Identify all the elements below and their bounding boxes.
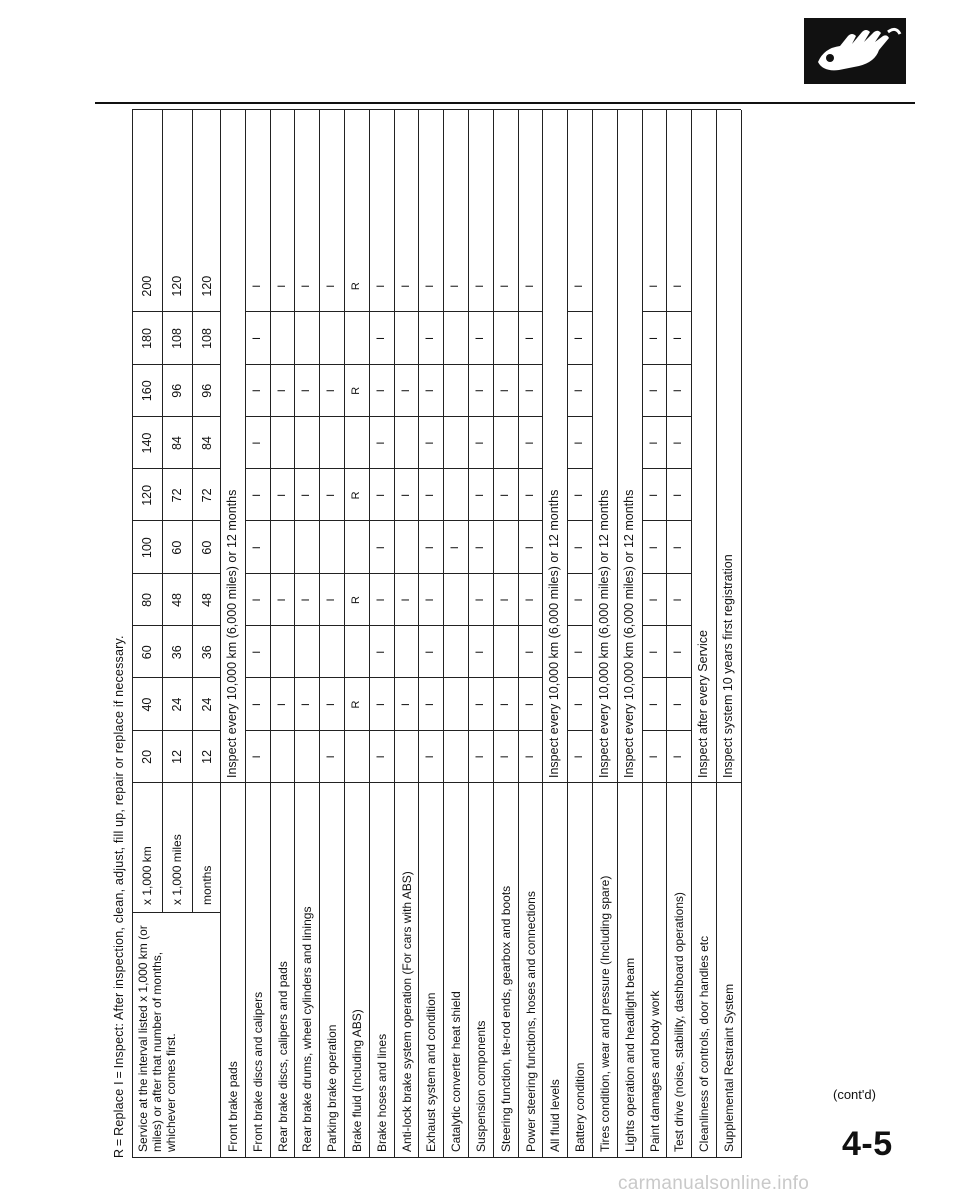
schedule-mark: I [424,598,437,602]
interval-miles-cell: 120 [170,275,184,297]
column-divider [132,677,220,678]
row-divider [443,110,444,1158]
interval-km-cell: 180 [140,328,154,349]
row-divider [493,110,494,1158]
header-rule [162,110,163,913]
schedule-mark: I [374,336,387,340]
interval-span-note: Inspect every 10,000 km (6,000 miles) or 12 months [225,489,239,778]
schedule-mark: I [573,546,586,550]
schedule-mark: I [498,284,511,288]
schedule-mark: I [399,598,412,602]
row-label: Parking brake operation [325,1024,340,1152]
interval-km-cell: 20 [140,749,154,764]
interval-km-cell: 60 [140,645,154,660]
schedule-mark: I [647,284,660,288]
schedule-mark: I [647,703,660,707]
schedule-mark: I [474,546,486,550]
schedule-mark: I [523,598,536,602]
interval-months-cell: 84 [200,436,214,451]
schedule-mark: I [474,441,486,445]
schedule-mark: I [300,493,313,497]
schedule-mark: I [498,493,511,497]
column-divider [443,416,468,417]
interval-miles-cell: 84 [170,436,184,451]
interval-months-cell: 96 [200,383,214,398]
schedule-mark: I [573,703,586,707]
schedule-mark: I [474,755,486,759]
row-label: All fluid levels [548,1079,563,1152]
schedule-mark: I [424,755,437,759]
interval-miles-cell: 60 [170,540,184,555]
interval-span-note: Inspect after every Service [696,630,711,778]
interval-km-cell: 140 [140,432,154,454]
legend-text: R = Replace I = Inspect: After inspection, clean, adjust, fill up, repair or replace if necessary. [112,635,126,1158]
schedule-mark: R [350,491,362,500]
schedule-mark: I [647,546,660,550]
schedule-mark: I [672,493,685,497]
schedule-mark: I [647,493,660,497]
schedule-mark: I [523,703,536,707]
schedule-mark: I [374,493,387,497]
schedule-mark: I [424,441,437,445]
row-divider [270,110,271,1158]
header-rule [192,110,193,913]
row-label: Power steering functions, hoses and connections [523,891,538,1152]
row-divider [518,110,519,1158]
column-divider [132,311,220,312]
schedule-mark: I [573,336,586,340]
schedule-mark: I [474,598,486,602]
schedule-mark: I [300,389,313,393]
interval-months-cell: 60 [200,540,214,555]
column-divider [132,625,220,626]
schedule-mark: I [523,389,536,393]
schedule-mark: I [672,650,685,654]
row-divider [294,110,295,1158]
interval-months-cell: 36 [200,645,214,660]
interval-miles-cell: 48 [170,593,184,607]
schedule-mark: I [474,650,486,654]
schedule-mark: I [449,546,462,550]
row-label: Anti-lock brake system operation (For cars with ABS) [399,871,414,1152]
interval-km-cell: 160 [140,380,154,402]
schedule-mark: I [523,650,536,654]
row-label: Front brake discs and calipers [250,991,265,1152]
row-label: Brake hoses and lines [374,1033,389,1152]
schedule-mark: R [350,282,362,291]
row-label: Suspension components [474,1020,488,1152]
interval-span-note: Inspect system 10 years first registration [721,554,735,778]
schedule-mark: I [250,755,263,759]
schedule-mark: I [573,650,586,654]
schedule-mark: I [250,336,263,340]
column-divider [132,364,220,365]
row-label: Exhaust system and condition [424,992,439,1152]
schedule-mark: I [374,755,387,759]
schedule-mark: I [275,389,288,393]
schedule-mark: I [275,703,288,707]
schedule-mark: I [250,441,263,445]
schedule-mark: I [399,703,412,707]
schedule-mark: I [647,336,660,340]
schedule-mark: I [573,284,586,288]
schedule-mark: I [250,650,263,654]
column-divider [132,521,220,522]
row-label: Cleanliness of controls, door handles etc [697,935,712,1152]
hand-icon [804,18,906,84]
column-divider [132,730,220,731]
schedule-mark: R [350,595,362,604]
page-number: 4-5 [842,1125,893,1163]
schedule-mark: R [350,700,362,709]
row-label: Front brake pads [226,1061,240,1152]
schedule-mark: I [325,493,338,497]
interval-miles-cell: 12 [170,749,184,764]
interval-km-cell: 80 [140,593,154,607]
schedule-mark: I [573,598,586,602]
schedule-mark: I [573,389,586,393]
header-rule [132,912,220,913]
schedule-mark: I [250,546,263,550]
interval-span-note: Inspect every 10,000 km (6,000 miles) or 12 months [597,489,611,778]
schedule-mark: I [647,755,660,759]
schedule-mark: I [250,703,263,707]
row-divider [567,110,568,1158]
schedule-mark: I [399,284,412,288]
interval-months-cell: 48 [200,593,214,607]
watermark: carmanualsonline.info [618,1173,810,1194]
column-divider [132,468,220,469]
column-divider [132,573,220,574]
row-label: Catalytic converter heat shield [449,991,464,1152]
row-divider [592,110,593,1158]
table-border [741,110,742,1158]
schedule-mark: I [424,650,437,654]
schedule-mark: I [474,284,486,288]
schedule-mark: I [374,703,387,707]
continued-label: (cont'd) [833,1087,876,1102]
maintenance-table [132,110,907,1158]
schedule-mark: I [523,546,536,550]
interval-km-cell: 40 [140,697,154,712]
row-divider [344,110,345,1158]
schedule-mark: I [275,284,288,288]
schedule-mark: I [374,441,387,445]
schedule-mark: I [523,493,536,497]
table-border [132,110,133,1158]
schedule-mark: I [474,389,486,393]
schedule-mark: I [672,389,685,393]
schedule-mark: I [498,755,511,759]
rotated-page [112,78,912,1158]
row-label: Supplemental Restraint System [722,983,736,1152]
row-divider [642,110,643,1158]
schedule-mark: I [424,703,437,707]
schedule-mark: I [325,598,338,602]
interval-span-note: Inspect every 10,000 km (6,000 miles) or 12 months [621,489,636,778]
schedule-mark: I [374,284,387,288]
schedule-mark: I [523,284,536,288]
schedule-mark: I [573,755,586,759]
service-interval-text: Service at the interval listed x 1,000 km (or miles) or after that number of months, whichever comes first. [136,925,178,1152]
schedule-mark: I [374,389,387,393]
interval-km-cell: 200 [140,275,154,297]
table-border [132,1157,741,1158]
schedule-mark: I [250,493,263,497]
schedule-mark: I [647,441,660,445]
interval-km-cell: 120 [140,484,154,506]
schedule-mark: I [424,389,437,393]
row-label: Paint damages and body work [647,990,662,1152]
schedule-mark: I [672,441,685,445]
interval-months-cell: 24 [200,697,214,712]
schedule-mark: I [374,650,387,654]
schedule-mark: I [275,493,288,497]
schedule-mark: I [424,493,437,497]
unit-km-label: x 1,000 km [140,846,154,905]
schedule-mark: I [399,493,412,497]
schedule-mark: I [300,703,313,707]
schedule-mark: I [325,755,338,759]
interval-months-cell: 72 [200,488,214,503]
column-divider [443,677,468,678]
schedule-mark: I [474,336,486,340]
interval-km-cell: 100 [140,537,154,559]
schedule-mark: I [250,598,263,602]
schedule-mark: I [424,546,437,550]
row-label: Test drive (noise, stability, dashboard operations) [672,892,687,1152]
schedule-mark: I [250,284,263,288]
unit-miles-label: x 1,000 miles [170,834,184,905]
schedule-mark: I [399,389,412,393]
interval-miles-cell: 108 [170,328,184,349]
row-label: Steering function, tie-rod ends, gearbox and boots [498,885,513,1152]
schedule-mark: I [647,389,660,393]
row-divider [716,110,717,1158]
schedule-mark: I [325,284,338,288]
row-label: Battery condition [573,1062,588,1152]
row-divider [245,110,246,1158]
schedule-mark: I [300,284,313,288]
row-divider [369,110,370,1158]
unit-months-label: months [200,865,214,905]
schedule-mark: I [573,441,586,445]
schedule-mark: I [325,703,338,707]
row-divider [691,110,692,1158]
schedule-mark: I [672,703,685,707]
schedule-mark: I [424,284,437,288]
schedule-mark: I [449,284,462,288]
schedule-mark: I [672,755,685,759]
row-label: Lights operation and headlight beam [622,957,637,1152]
column-divider [443,730,468,731]
row-label: Rear brake drums, wheel cylinders and linings [300,906,315,1152]
schedule-mark: I [523,336,536,340]
schedule-mark: I [672,546,685,550]
row-label: Rear brake discs, calipers and pads [275,961,290,1152]
row-divider [418,110,419,1158]
interval-months-cell: 108 [200,328,214,349]
schedule-mark: I [250,389,263,393]
table-border [132,109,741,110]
schedule-mark: I [474,703,486,707]
schedule-mark: I [523,755,536,759]
schedule-mark: I [672,336,685,340]
column-divider [132,416,220,417]
interval-span-note: Inspect every 10,000 km (6,000 miles) or 12 months [547,489,562,778]
row-divider [617,110,618,1158]
schedule-mark: I [374,546,387,550]
row-divider [666,110,667,1158]
schedule-mark: I [300,598,313,602]
column-divider [443,364,468,365]
row-divider [394,110,395,1158]
row-label: Tires condition, wear and pressure (Including spare) [598,875,612,1152]
schedule-mark: I [647,598,660,602]
schedule-mark: R [350,386,362,395]
schedule-mark: I [498,598,511,602]
interval-miles-cell: 36 [170,645,184,660]
interval-miles-cell: 24 [170,697,184,712]
interval-miles-cell: 96 [170,383,184,398]
interval-months-cell: 120 [200,275,214,297]
row-divider [542,110,543,1158]
interval-miles-cell: 72 [170,488,184,503]
schedule-mark: I [672,284,685,288]
column-divider [443,625,468,626]
schedule-mark: I [325,389,338,393]
schedule-mark: I [498,389,511,393]
schedule-mark: I [672,598,685,602]
row-divider [468,110,469,1158]
column-divider [443,468,468,469]
schedule-mark: I [573,493,586,497]
interval-months-cell: 12 [200,749,214,764]
schedule-mark: I [647,650,660,654]
row-divider [319,110,320,1158]
schedule-mark: I [523,441,536,445]
row-label: Brake fluid (Including ABS) [350,1009,364,1152]
schedule-mark: I [424,336,437,340]
schedule-mark: I [474,493,486,497]
header-rule [220,110,221,1158]
schedule-mark: I [275,598,288,602]
schedule-mark: I [498,703,511,707]
schedule-mark: I [374,598,387,602]
